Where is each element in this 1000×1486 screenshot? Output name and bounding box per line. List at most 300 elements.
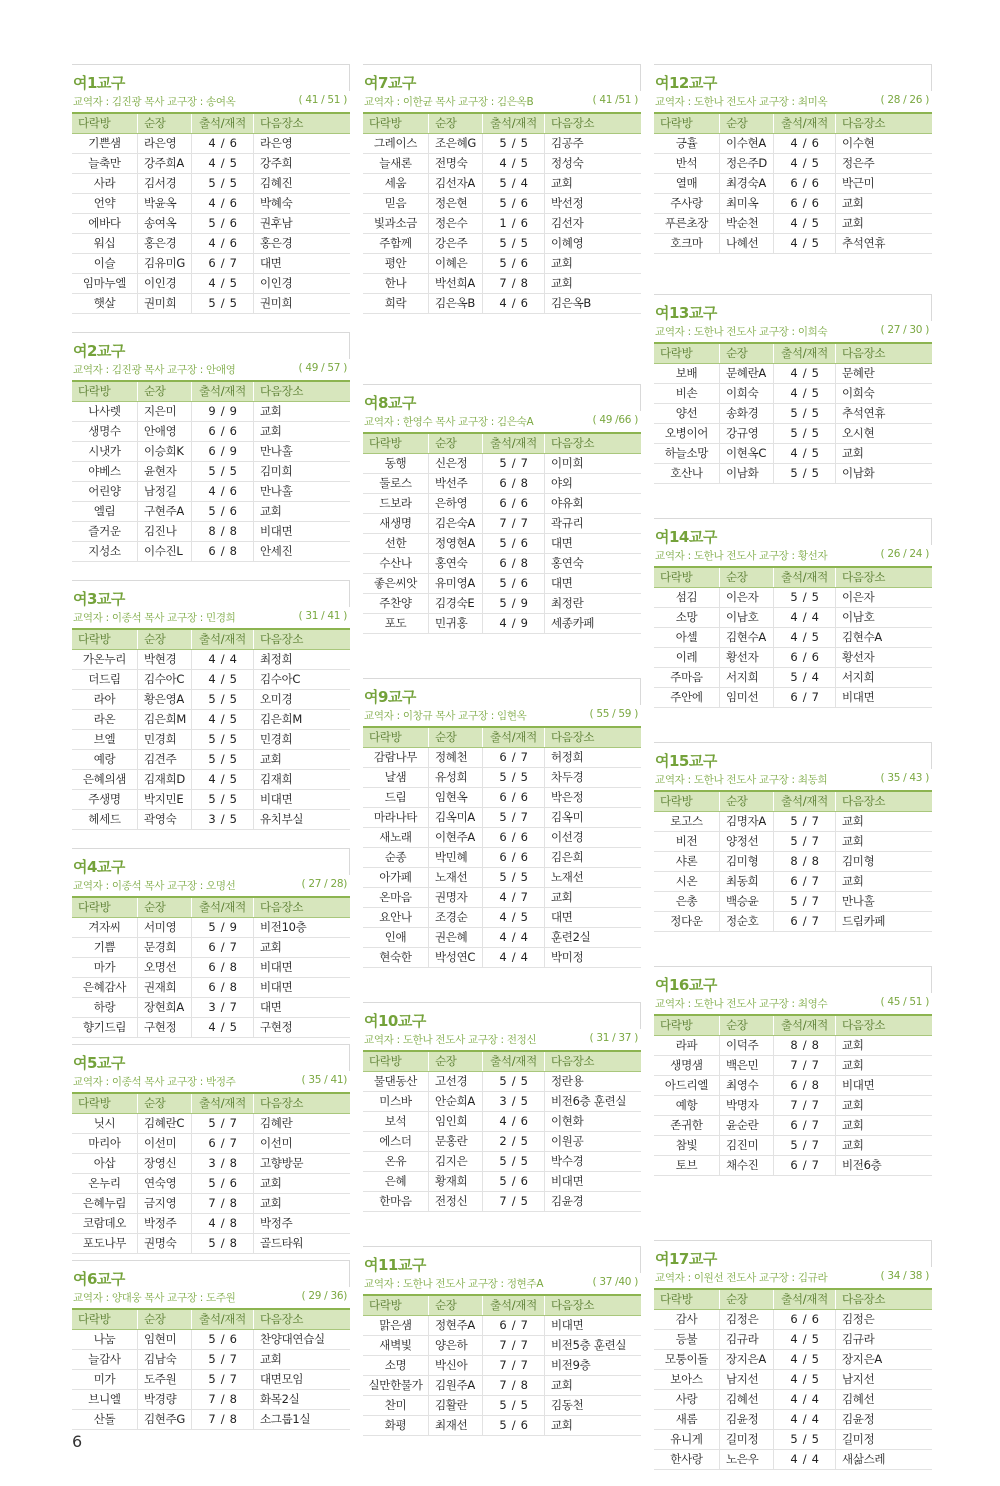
header-col3: 출석/재적 xyxy=(774,344,836,363)
attendance: 4 / 5 xyxy=(192,770,254,789)
next-place: 교회 xyxy=(842,196,864,210)
table-header xyxy=(654,1288,932,1310)
leader-name: 김정은 xyxy=(720,1310,774,1329)
district-title: 여6교구 xyxy=(73,1270,125,1288)
attendance: 5 / 4 xyxy=(774,668,836,687)
table-header xyxy=(363,1294,641,1316)
table-header xyxy=(654,342,932,364)
header-col2: 순장 xyxy=(429,1296,483,1315)
district-leader: 교역자 : 이종석 목사 교구장 : 박정주 xyxy=(73,1076,236,1088)
district-count: ( 49 /66 ) xyxy=(592,414,638,426)
next-place: 김미형 xyxy=(842,854,875,868)
next-place: 교회 xyxy=(260,940,282,954)
next-place: 교회 xyxy=(842,446,864,460)
leader-name: 윤순란 xyxy=(720,1116,774,1135)
column-left xyxy=(72,64,350,1430)
district-leader: 교역자 : 도한나 전도사 교구장 : 최영수 xyxy=(655,998,828,1010)
leader-name: 김은희M xyxy=(138,710,192,729)
leader-name: 이승희K xyxy=(138,442,192,461)
next-place: 비대면 xyxy=(260,960,293,974)
group-name: 비전 xyxy=(654,832,720,851)
group-name: 유니게 xyxy=(654,1430,720,1449)
attendance: 5 / 9 xyxy=(483,594,545,613)
group-name: 미가 xyxy=(72,1370,138,1389)
district-info xyxy=(654,996,932,1014)
attendance: 6 / 8 xyxy=(192,958,254,977)
district-leader: 교역자 : 도한나 전도사 교구장 : 전정신 xyxy=(364,1034,537,1046)
group-name: 날샘 xyxy=(363,768,429,787)
attendance: 5 / 9 xyxy=(192,918,254,937)
group-name: 라온 xyxy=(72,710,138,729)
next-place: 라은영 xyxy=(260,136,293,150)
group-name: 오병이어 xyxy=(654,424,720,443)
header-col2: 순장 xyxy=(138,898,192,917)
next-place: 김재희 xyxy=(260,772,293,786)
leader-name: 김현수A xyxy=(720,628,774,647)
attendance: 5 / 7 xyxy=(774,892,836,911)
group-name: 예항 xyxy=(654,1096,720,1115)
table-row xyxy=(363,868,641,888)
group-name: 보석 xyxy=(363,1112,429,1131)
table-row xyxy=(363,808,641,828)
leader-name: 도주원 xyxy=(138,1370,192,1389)
table-row xyxy=(72,254,350,274)
next-place: 김공주 xyxy=(551,136,584,150)
next-place: 홍연숙 xyxy=(551,556,584,570)
district-info xyxy=(72,610,350,628)
next-place: 김은희M xyxy=(260,712,303,726)
attendance: 6 / 8 xyxy=(483,474,545,493)
group-name: 야베스 xyxy=(72,462,138,481)
leader-name: 정순호 xyxy=(720,912,774,931)
header-col4: 다음장소 xyxy=(842,570,886,584)
attendance: 4 / 5 xyxy=(774,234,836,253)
header-col3: 출석/재적 xyxy=(774,792,836,811)
table-row xyxy=(363,1152,641,1172)
leader-name: 권명숙 xyxy=(138,1234,192,1253)
header-col1: 다락방 xyxy=(72,1310,138,1329)
district-info xyxy=(654,94,932,112)
leader-name: 김진나 xyxy=(138,522,192,541)
district-leader: 교역자 : 도한나 전도사 교구장 : 최미옥 xyxy=(655,96,828,108)
next-place: 교회 xyxy=(260,752,282,766)
table-row xyxy=(72,978,350,998)
attendance: 6 / 7 xyxy=(774,872,836,891)
next-place: 대면 xyxy=(551,576,573,590)
district-leader: 교역자 : 양대웅 목사 교구장 : 도주원 xyxy=(73,1292,236,1304)
table-row xyxy=(363,614,641,634)
group-name: 보아스 xyxy=(654,1370,720,1389)
next-place: 이혜영 xyxy=(551,236,584,250)
group-name: 새롬 xyxy=(654,1410,720,1429)
leader-name: 고선경 xyxy=(429,1072,483,1091)
leader-name: 김은숙A xyxy=(429,514,483,533)
table-row xyxy=(654,444,932,464)
attendance: 7 / 7 xyxy=(774,1096,836,1115)
group-name: 열매 xyxy=(654,174,720,193)
next-place: 비전5층 훈련실 xyxy=(551,1338,627,1352)
group-name: 희락 xyxy=(363,294,429,313)
leader-name: 박선주 xyxy=(429,474,483,493)
attendance: 3 / 5 xyxy=(483,1092,545,1111)
next-place: 김혜진 xyxy=(260,176,293,190)
next-place: 강주희 xyxy=(260,156,293,170)
next-place: 만나홀 xyxy=(260,484,293,498)
next-place: 비대면 xyxy=(842,1078,875,1092)
district-count: ( 28 / 26 ) xyxy=(880,94,929,106)
table-row xyxy=(654,154,932,174)
attendance: 4 / 5 xyxy=(774,444,836,463)
leader-name: 문경희 xyxy=(138,938,192,957)
table-row xyxy=(363,948,641,968)
district-leader: 교역자 : 이한균 목사 교구장 : 김은옥B xyxy=(364,96,534,108)
leader-name: 황선자 xyxy=(720,648,774,667)
leader-name: 최경숙A xyxy=(720,174,774,193)
header-col3: 출석/재적 xyxy=(483,434,545,453)
leader-name: 민경희 xyxy=(138,730,192,749)
header-col3: 출석/재적 xyxy=(192,382,254,401)
leader-name: 이남화 xyxy=(720,464,774,483)
leader-name: 박순천 xyxy=(720,214,774,233)
next-place: 야유회 xyxy=(551,496,584,510)
next-place: 김동천 xyxy=(551,1398,584,1412)
leader-name: 김서경 xyxy=(138,174,192,193)
group-name: 주사랑 xyxy=(654,194,720,213)
group-name: 드림 xyxy=(363,788,429,807)
district-info xyxy=(363,414,641,432)
next-place: 권후남 xyxy=(260,216,293,230)
table-row xyxy=(363,1172,641,1192)
district-block xyxy=(654,294,932,484)
group-name: 사라 xyxy=(72,174,138,193)
table-row xyxy=(363,1132,641,1152)
table-header xyxy=(72,628,350,650)
district-block xyxy=(72,1260,350,1430)
next-place: 고향방문 xyxy=(260,1156,304,1170)
group-name: 양선 xyxy=(654,404,720,423)
group-name: 호크마 xyxy=(654,234,720,253)
attendance: 4 / 5 xyxy=(192,274,254,293)
leader-name: 조경순 xyxy=(429,908,483,927)
district-info xyxy=(654,548,932,566)
table-row xyxy=(72,214,350,234)
table-row xyxy=(72,790,350,810)
table-row xyxy=(654,404,932,424)
attendance: 5 / 5 xyxy=(774,424,836,443)
district-leader: 교역자 : 도한나 전도사 교구장 : 이희숙 xyxy=(655,326,828,338)
next-place: 교회 xyxy=(551,1418,573,1432)
table-row xyxy=(72,1134,350,1154)
leader-name: 노은우 xyxy=(720,1450,774,1469)
leader-name: 최동희 xyxy=(720,872,774,891)
group-name: 등불 xyxy=(654,1330,720,1349)
district-block xyxy=(72,332,350,562)
next-place: 김혜란 xyxy=(260,1116,293,1130)
leader-name: 최영수 xyxy=(720,1076,774,1095)
table-row xyxy=(654,1370,932,1390)
table-row xyxy=(363,1092,641,1112)
table-header xyxy=(363,432,641,454)
column-middle xyxy=(363,64,641,1436)
group-name: 로고스 xyxy=(654,812,720,831)
group-name: 브엘 xyxy=(72,730,138,749)
next-place: 정은주 xyxy=(842,156,875,170)
table-row xyxy=(654,364,932,384)
next-place: 교회 xyxy=(842,1058,864,1072)
table-row xyxy=(72,1410,350,1430)
district-title: 여14교구 xyxy=(655,528,717,546)
next-place: 박선정 xyxy=(551,196,584,210)
leader-name: 이선미 xyxy=(138,1134,192,1153)
header-col2: 순장 xyxy=(138,114,192,133)
next-place: 드림카페 xyxy=(842,914,886,928)
next-place: 교회 xyxy=(260,404,282,418)
header-col2: 순장 xyxy=(720,792,774,811)
group-name: 나사렛 xyxy=(72,402,138,421)
group-name: 감람나무 xyxy=(363,748,429,767)
leader-name: 이현옥C xyxy=(720,444,774,463)
table-row xyxy=(654,194,932,214)
table-row xyxy=(363,454,641,474)
group-name: 온누리 xyxy=(72,1174,138,1193)
header-col3: 출석/재적 xyxy=(774,1016,836,1035)
next-place: 교회 xyxy=(260,424,282,438)
group-name: 선한 xyxy=(363,534,429,553)
attendance: 9 / 9 xyxy=(192,402,254,421)
header-col4: 다음장소 xyxy=(842,116,886,130)
table-row xyxy=(363,1376,641,1396)
group-name: 시온 xyxy=(654,872,720,891)
next-place: 추석연휴 xyxy=(842,236,886,250)
leader-name: 김유미G xyxy=(138,254,192,273)
header-col3: 출석/재적 xyxy=(192,1310,254,1329)
table-row xyxy=(72,134,350,154)
attendance: 5 / 7 xyxy=(774,812,836,831)
table-row xyxy=(72,1370,350,1390)
table-row xyxy=(72,1350,350,1370)
leader-name: 정은수 xyxy=(429,214,483,233)
header-col3: 출석/재적 xyxy=(192,1094,254,1113)
attendance: 4 / 8 xyxy=(192,1214,254,1233)
group-name: 세움 xyxy=(363,174,429,193)
leader-name: 박민혜 xyxy=(429,848,483,867)
next-place: 김선자 xyxy=(551,216,584,230)
district-title: 여2교구 xyxy=(73,342,125,360)
attendance: 7 / 7 xyxy=(774,1056,836,1075)
table-row xyxy=(654,1076,932,1096)
leader-name: 나혜선 xyxy=(720,234,774,253)
group-name: 긍휼 xyxy=(654,134,720,153)
next-place: 교회 xyxy=(842,1138,864,1152)
next-place: 교회 xyxy=(260,1352,282,1366)
table-row xyxy=(654,1310,932,1330)
leader-name: 오명선 xyxy=(138,958,192,977)
group-name: 온마음 xyxy=(363,888,429,907)
next-place: 남지선 xyxy=(842,1372,875,1386)
group-name: 브니엘 xyxy=(72,1390,138,1409)
district-block xyxy=(654,64,932,254)
next-place: 이선미 xyxy=(260,1136,293,1150)
leader-name: 김혜란C xyxy=(138,1114,192,1133)
leader-name: 이수현A xyxy=(720,134,774,153)
table-row xyxy=(72,294,350,314)
leader-name: 권미희 xyxy=(138,294,192,313)
leader-name: 김경숙E xyxy=(429,594,483,613)
group-name: 샤론 xyxy=(654,852,720,871)
leader-name: 남지선 xyxy=(720,1370,774,1389)
district-block xyxy=(363,384,641,634)
attendance: 6 / 7 xyxy=(483,1316,545,1335)
group-name: 산돌 xyxy=(72,1410,138,1429)
table-row xyxy=(654,1350,932,1370)
group-name: 보배 xyxy=(654,364,720,383)
leader-name: 지은미 xyxy=(138,402,192,421)
leader-name: 서미영 xyxy=(138,918,192,937)
leader-name: 서지희 xyxy=(720,668,774,687)
leader-name: 김진미 xyxy=(720,1136,774,1155)
next-place: 이미희 xyxy=(551,456,584,470)
attendance: 5 / 4 xyxy=(483,174,545,193)
attendance: 5 / 6 xyxy=(483,534,545,553)
leader-name: 양정선 xyxy=(720,832,774,851)
attendance: 6 / 6 xyxy=(483,848,545,867)
group-name: 겨자씨 xyxy=(72,918,138,937)
header-col2: 순장 xyxy=(720,344,774,363)
attendance: 4 / 5 xyxy=(774,364,836,383)
page-number: 6 xyxy=(72,1432,83,1451)
next-place: 구현정 xyxy=(260,1020,293,1034)
leader-name: 강규영 xyxy=(720,424,774,443)
header-col2: 순장 xyxy=(429,728,483,747)
group-name: 새생명 xyxy=(363,514,429,533)
leader-name: 김재희D xyxy=(138,770,192,789)
header-col1: 다락방 xyxy=(654,344,720,363)
table-row xyxy=(363,1112,641,1132)
group-name: 마리아 xyxy=(72,1134,138,1153)
district-leader: 교역자 : 이창규 목사 교구장 : 임현옥 xyxy=(364,710,527,722)
group-name: 어린양 xyxy=(72,482,138,501)
leader-name: 권재희 xyxy=(138,978,192,997)
next-place: 교회 xyxy=(551,256,573,270)
leader-name: 안애영 xyxy=(138,422,192,441)
header-col4: 다음장소 xyxy=(551,116,595,130)
next-place: 김윤정 xyxy=(842,1412,875,1426)
table-row xyxy=(654,384,932,404)
group-name: 아삽 xyxy=(72,1154,138,1173)
table-row xyxy=(363,574,641,594)
leader-name: 안순희A xyxy=(429,1092,483,1111)
leader-name: 민귀홍 xyxy=(429,614,483,633)
table-row xyxy=(72,1234,350,1254)
leader-name: 황은영A xyxy=(138,690,192,709)
next-place: 이현화 xyxy=(551,1114,584,1128)
table-row xyxy=(72,670,350,690)
group-name: 감사 xyxy=(654,1310,720,1329)
group-name: 기쁜샘 xyxy=(72,134,138,153)
header-col4: 다음장소 xyxy=(842,1018,886,1032)
attendance: 6 / 6 xyxy=(774,194,836,213)
group-name: 인애 xyxy=(363,928,429,947)
leader-name: 김규라 xyxy=(720,1330,774,1349)
district-info xyxy=(72,1290,350,1308)
header-col1: 다락방 xyxy=(363,728,429,747)
district-count: ( 45 / 51 ) xyxy=(880,996,929,1008)
group-name: 포도나무 xyxy=(72,1234,138,1253)
attendance: 5 / 6 xyxy=(483,574,545,593)
attendance: 7 / 7 xyxy=(483,1356,545,1375)
attendance: 5 / 5 xyxy=(774,464,836,483)
group-name: 더드림 xyxy=(72,670,138,689)
leader-name: 이혜은 xyxy=(429,254,483,273)
attendance: 2 / 5 xyxy=(483,1132,545,1151)
table-row xyxy=(363,214,641,234)
group-name: 한나 xyxy=(363,274,429,293)
next-place: 교회 xyxy=(551,176,573,190)
attendance: 6 / 8 xyxy=(774,1076,836,1095)
group-name: 라아 xyxy=(72,690,138,709)
group-name: 소망 xyxy=(654,608,720,627)
group-name: 섬김 xyxy=(654,588,720,607)
leader-name: 김견주 xyxy=(138,750,192,769)
next-place: 비대면 xyxy=(551,1318,584,1332)
group-name: 주안에 xyxy=(654,688,720,707)
table-row xyxy=(363,848,641,868)
leader-name: 홍연숙 xyxy=(429,554,483,573)
next-place: 교회 xyxy=(551,276,573,290)
leader-name: 정영현A xyxy=(429,534,483,553)
table-row xyxy=(654,1330,932,1350)
table-row xyxy=(72,1214,350,1234)
attendance: 5 / 5 xyxy=(483,1396,545,1415)
leader-name: 김수아C xyxy=(138,670,192,689)
header-col2: 순장 xyxy=(138,382,192,401)
group-name: 순종 xyxy=(363,848,429,867)
next-place: 길미정 xyxy=(842,1432,875,1446)
table-header xyxy=(72,112,350,134)
next-place: 새삶스레 xyxy=(842,1452,886,1466)
attendance: 5 / 5 xyxy=(192,750,254,769)
leader-name: 양은하 xyxy=(429,1336,483,1355)
group-name: 비손 xyxy=(654,384,720,403)
table-row xyxy=(72,1114,350,1134)
group-name: 현숙한 xyxy=(363,948,429,967)
group-name: 예랑 xyxy=(72,750,138,769)
leader-name: 황재희 xyxy=(429,1172,483,1191)
group-name: 에바다 xyxy=(72,214,138,233)
group-name: 마가 xyxy=(72,958,138,977)
header-col3: 출석/재적 xyxy=(192,630,254,649)
attendance: 5 / 6 xyxy=(192,502,254,521)
district-count: ( 26 / 24 ) xyxy=(880,548,929,560)
next-place: 대면 xyxy=(260,256,282,270)
header-col3: 출석/재적 xyxy=(483,728,545,747)
table-row xyxy=(363,554,641,574)
header-col1: 다락방 xyxy=(363,434,429,453)
attendance: 4 / 5 xyxy=(774,628,836,647)
district-leader: 교역자 : 김진광 목사 교구장 : 안애영 xyxy=(73,364,236,376)
group-name: 주함께 xyxy=(363,234,429,253)
group-name: 주생명 xyxy=(72,790,138,809)
table-row xyxy=(72,918,350,938)
district-count: ( 35 / 43 ) xyxy=(880,772,929,784)
table-row xyxy=(654,1036,932,1056)
table-row xyxy=(363,1072,641,1092)
leader-name: 이희숙 xyxy=(720,384,774,403)
leader-name: 이인경 xyxy=(138,274,192,293)
next-place: 이은자 xyxy=(842,590,875,604)
district-count: ( 29 / 36) xyxy=(301,1290,347,1302)
district-count: ( 41 /51 ) xyxy=(592,94,638,106)
